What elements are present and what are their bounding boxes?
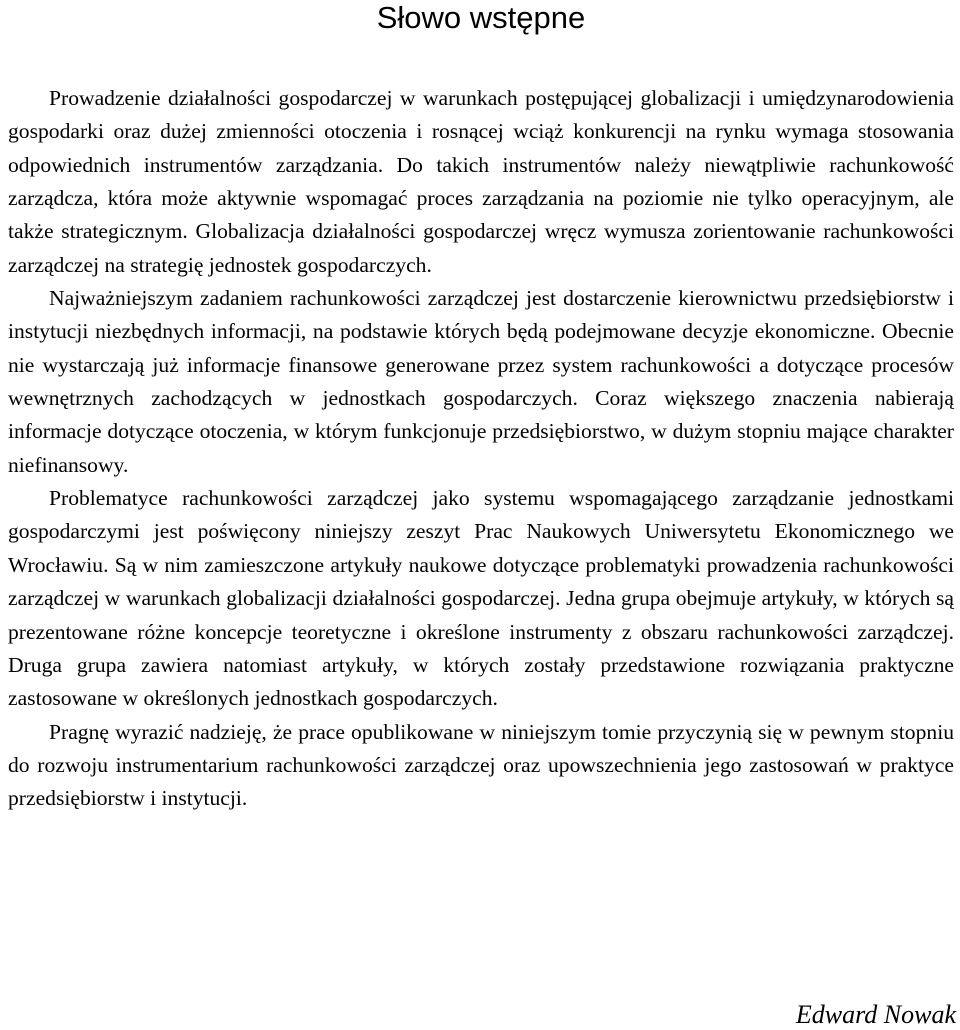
paragraph-4: Pragnę wyrazić nadzieję, że prace opublikowane w niniejszym tomie przyczynią się w pewnym stopniu do rozwoju instrumentarium rachunkowości zarządczej oraz upowszechnienia jego zastosowań w praktyce przedsiębiorstw i instytucji. xyxy=(8,719,954,811)
paragraph-2: Najważniejszym zadaniem rachunkowości zarządczej jest dostarczenie kierownictwu przedsiębiorstw i instytucji niezbędnych informacji, na podstawie których będą podejmowane decyzje ekonomiczne. Obecnie nie wystarczają już informacje finansowe generowane przez system rachunkowości a dotyczące procesów wewnętrznych zachodzących w jednostkach gospodarczych. Coraz większego znaczenia nabierają informacje dotyczące otoczenia, w którym funkcjonuje przedsiębiorstwo, w dużym stopniu mające charakter niefinansowy. xyxy=(8,286,954,477)
document-page xyxy=(8,0,954,816)
paragraph-1: Prowadzenie działalności gospodarczej w warunkach postępującej globalizacji i umiędzynarodowienia gospodarki oraz dużej zmienności otoczenia i rosnącej wciąż konkurencji na rynku wymaga stosowania odpowiednich instrumentów zarządzania. Do takich instrumentów należy niewątpliwie rachunkowość zarządcza, która może aktywnie wspomagać proces zarządzania na poziomie nie tylko operacyjnym, ale także strategicznym. Globalizacja działalności gospodarczej wręcz wymusza zorientowanie rachunkowości zarządczej na strategię jednostek gospodarczych. xyxy=(8,86,954,277)
document-body xyxy=(8,82,954,816)
paragraph-3: Problematyce rachunkowości zarządczej jako systemu wspomagającego zarządzanie jednostkami gospodarczymi jest poświęcony niniejszy zeszyt Prac Naukowych Uniwersytetu Ekonomicznego we Wrocławiu. Są w nim zamieszczone artykuły naukowe dotyczące problematyki prowadzenia rachunkowości zarządczej w warunkach globalizacji działalności gospodarczej. Jedna grupa obejmuje artykuły, w których są prezentowane różne koncepcje teoretyczne i określone instrumenty z obszaru rachunkowości zarządczej. Druga grupa zawiera natomiast artykuły, w których zostały przedstawione rozwiązania praktyczne zastosowane w określonych jednostkach gospodarczych. xyxy=(8,486,954,711)
author-signature: Edward Nowak xyxy=(795,1000,956,1029)
page-title: Słowo wstępne xyxy=(376,0,586,35)
